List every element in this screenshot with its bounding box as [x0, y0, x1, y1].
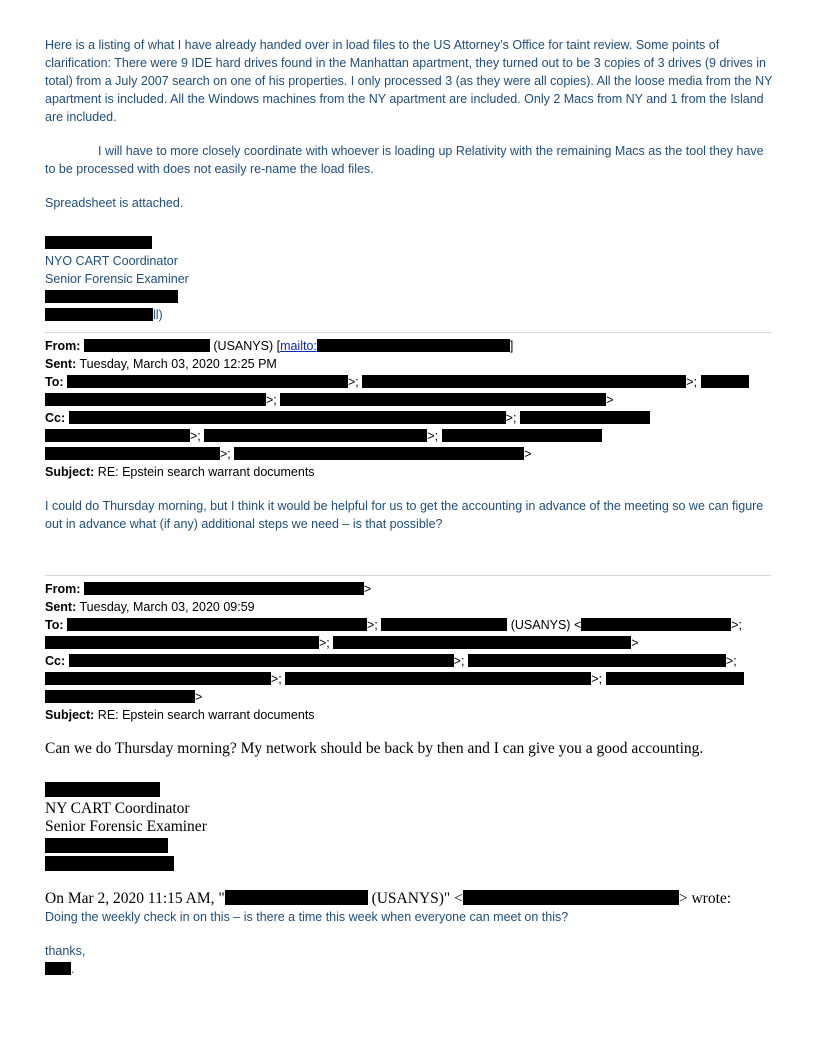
cc-row-cont	[45, 445, 773, 463]
email-header-1	[45, 337, 773, 481]
redacted-recipient	[581, 618, 731, 631]
redacted-recipient	[69, 654, 454, 667]
cc-row	[45, 409, 773, 427]
from-suffix: (USANYS) [	[209, 339, 281, 353]
cc-row-cont	[45, 688, 773, 706]
separator: >;	[725, 654, 737, 668]
redacted-recipient	[468, 654, 726, 667]
quote-attribution	[45, 890, 773, 908]
to-row	[45, 373, 773, 391]
redacted-recipient	[45, 636, 319, 649]
separator: >;	[591, 672, 603, 686]
subject-row	[45, 463, 773, 481]
redacted-contact	[45, 838, 168, 853]
cc-row-cont	[45, 427, 773, 445]
redacted-recipient	[45, 672, 271, 685]
coordination-paragraph: I will have to more closely coordinate with whoever is loading up Relativity with the remaining Macs as the tool they have to be processed with does not easily re-name the load files.	[45, 144, 764, 176]
from-row	[45, 337, 773, 355]
redacted-recipient	[520, 411, 650, 424]
redacted-name	[45, 962, 71, 975]
cc-row-cont	[45, 670, 773, 688]
separator: >;	[348, 375, 359, 389]
to-row	[45, 616, 773, 634]
signature-contact-tail: ll)	[153, 308, 163, 322]
email2-body: Can we do Thursday morning? My network should be back by then and I can give you a good accounting.	[45, 740, 704, 757]
redacted-recipient	[333, 636, 631, 649]
redacted-sender	[84, 582, 364, 595]
separator: >	[363, 582, 372, 596]
attachment-note: Spreadsheet is attached.	[45, 196, 184, 210]
signature-block-1	[45, 236, 773, 324]
subject-label: Subject:	[45, 708, 95, 722]
from-row	[45, 580, 773, 598]
redacted-recipient	[701, 375, 749, 388]
closing-period: .	[71, 962, 75, 976]
cc-label: Cc:	[45, 654, 66, 668]
redacted-recipient	[285, 672, 591, 685]
separator: >;	[686, 375, 698, 389]
signature-title: NYO CART Coordinator	[45, 254, 178, 268]
redacted-recipient	[280, 393, 606, 406]
redacted-name	[45, 782, 160, 797]
subject-value: RE: Epstein search warrant documents	[94, 465, 315, 479]
sent-label: Sent:	[45, 357, 77, 371]
divider	[45, 575, 771, 576]
sent-row	[45, 598, 773, 616]
email-header-2	[45, 580, 773, 724]
redacted-recipient	[45, 690, 195, 703]
from-label: From:	[45, 582, 81, 596]
redacted-contact	[45, 856, 174, 871]
separator: >	[524, 447, 532, 461]
separator: >	[606, 393, 614, 407]
separator: >;	[266, 393, 277, 407]
closing-signature	[45, 960, 773, 978]
mailto-link[interactable]: mailto:	[280, 339, 510, 353]
redacted-name	[45, 236, 152, 249]
quote-prefix: On Mar 2, 2020 11:15 AM, "	[45, 890, 225, 907]
cc-row	[45, 652, 773, 670]
separator: >;	[367, 618, 378, 632]
to-label: To:	[45, 375, 64, 389]
redacted-recipient	[45, 429, 190, 442]
sent-value: Tuesday, March 03, 2020 12:25 PM	[76, 357, 277, 371]
sent-value: Tuesday, March 03, 2020 09:59	[76, 600, 255, 614]
quoted-body: Doing the weekly check in on this – is there a time this week when everyone can meet on this?	[45, 910, 569, 924]
cc-label: Cc:	[45, 411, 66, 425]
from-label: From:	[45, 339, 81, 353]
redacted-sender	[225, 890, 368, 905]
email-document	[45, 36, 773, 978]
redacted-email	[463, 890, 679, 905]
separator: >;	[731, 618, 743, 632]
separator: >;	[220, 447, 231, 461]
signature-role: Senior Forensic Examiner	[45, 272, 189, 286]
signature-title: NY CART Coordinator	[45, 800, 190, 817]
redacted-recipient	[67, 618, 367, 631]
separator: >;	[453, 654, 465, 668]
signature-contact-line	[45, 306, 773, 324]
separator: >;	[427, 429, 439, 443]
intro-paragraph: Here is a listing of what I have already handed over in load files to the US Attorney’s Office for taint review. Some points of clarification: There were 9 IDE hard drives found in the Manhattan apartment, they turned out to be 3 copies of 3 drives (9 drives in total) from a July 2007 search on one of his properties. I only processed 3 (as they were all copies). All the loose media from the NY apartment is included. All the Windows machines from the NY apartment are included. Only 2 Macs from NY and 1 from the Island are included.	[45, 38, 773, 124]
signature-role: Senior Forensic Examiner	[45, 818, 207, 835]
redacted-contact	[45, 290, 178, 303]
from-end: ]	[509, 339, 514, 353]
sent-row	[45, 355, 773, 373]
redacted-recipient	[606, 672, 744, 685]
signature-block-2	[45, 782, 773, 871]
sent-label: Sent:	[45, 600, 77, 614]
redacted-email	[317, 339, 510, 352]
subject-value: RE: Epstein search warrant documents	[94, 708, 315, 722]
separator: >;	[319, 636, 330, 650]
separator: >;	[271, 672, 282, 686]
to-row-cont	[45, 391, 773, 409]
email1-body: I could do Thursday morning, but I think it would be helpful for us to get the accounting in advance of the meeting so we can figure out in advance what (if any) additional steps we need – is that possible?	[45, 499, 764, 531]
subject-row	[45, 706, 773, 724]
quote-suffix: > wrote:	[678, 890, 732, 907]
redacted-recipient	[45, 447, 220, 460]
separator: >;	[505, 411, 517, 425]
redacted-recipient	[45, 393, 266, 406]
redacted-phone	[45, 308, 153, 321]
separator: >	[631, 636, 639, 650]
closing: thanks,	[45, 944, 86, 958]
to-row-cont	[45, 634, 773, 652]
separator: >;	[190, 429, 201, 443]
to-usanys: (USANYS) <	[507, 618, 582, 632]
quote-mid: (USANYS)" <	[367, 890, 463, 907]
redacted-recipient	[67, 375, 348, 388]
redacted-recipient	[69, 411, 506, 424]
divider	[45, 332, 771, 333]
subject-label: Subject:	[45, 465, 95, 479]
to-label: To:	[45, 618, 64, 632]
redacted-recipient	[204, 429, 427, 442]
redacted-recipient	[362, 375, 686, 388]
redacted-sender	[84, 339, 210, 352]
redacted-recipient	[442, 429, 602, 442]
redacted-recipient	[381, 618, 507, 631]
separator: >	[195, 690, 203, 704]
redacted-recipient	[234, 447, 524, 460]
